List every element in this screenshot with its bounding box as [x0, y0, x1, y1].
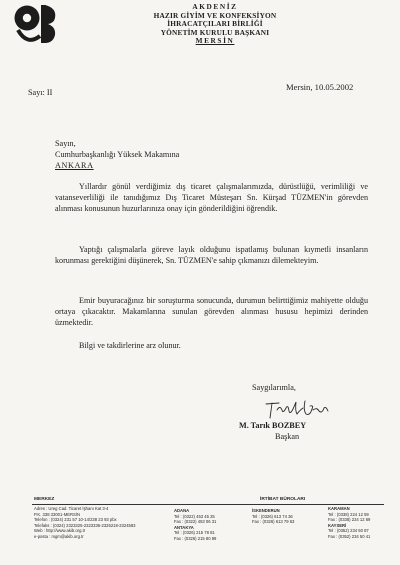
addressee: [55, 138, 179, 171]
body-paragraph: Bilgi ve takdirlerine arz olunur.: [79, 341, 181, 350]
greeting: Sayın,: [55, 139, 76, 148]
footer-line: Tel : (0326) 613 74 36: [252, 513, 293, 519]
footer-line: Telefaks : (0324) 2323325-2323336-2326218-2324583: [34, 522, 136, 528]
reference-number: Sayı: II: [28, 88, 53, 97]
footer-line: KAYSERİ: [328, 522, 347, 528]
footer-line: ANTAKYA: [174, 524, 194, 530]
footer-line: Fax : (0338) 224 12 69: [328, 517, 371, 523]
footer-line: Tel : (0322) 453 45 25: [174, 513, 215, 519]
org-line: MERSİN: [195, 36, 235, 46]
footer-line: Fax : (0322) 453 06 31: [174, 519, 217, 525]
body-paragraph: Yaptığı çalışmalarla göreve layık olduğunu ispatlamış bulunan kıymetli insanların korunması gerektiğini düşünerek, Sn. TÜZMEN'e sahip çıkmanızı dilemekteyim.: [55, 245, 368, 266]
footer-merkez-label: MERKEZ: [34, 497, 55, 502]
footer-line: Web : http://www.akib.org.tr: [34, 528, 86, 534]
recipient-city: ANKARA: [55, 161, 94, 170]
footer-karaman-block: [328, 506, 370, 540]
footer-line: Tel : (0326) 215 78 81: [174, 530, 215, 536]
footer-line: İSKENDERUN: [252, 508, 280, 513]
closing: Saygılarımla,: [252, 383, 296, 392]
footer-line: Fax : (0352) 234 50 41: [328, 533, 371, 539]
footer-line: ADANA: [174, 508, 190, 513]
footer-iskenderun-block: [252, 508, 294, 525]
body-paragraph: Yıllardır gönül verdiğimiz dış ticaret çalışmalarımızda, dürüstlüğü, verimliliği ve vatanseverliliği ile tanıdığımız Dış Ticaret Müsteşarı Sn. Kürşad TÜZMEN'in görevden alınması konusunun huzurlarınıza onay için gönderildiğini öğrendik.: [55, 182, 368, 214]
footer-line: Fax : (0326) 613 79 63: [252, 519, 295, 525]
footer-line: Fax : (0326) 215 80 89: [174, 535, 217, 541]
org-line: İHRACATÇILARI BİRLİĞİ: [167, 19, 263, 29]
footer-line: P.K. 338 33001-MERSİN: [34, 511, 81, 517]
letterhead-footer: [32, 496, 384, 562]
footer-line: KARAMAN: [328, 506, 350, 511]
footer-line: e-posta : mgm@akib.org.tr: [34, 533, 84, 539]
footer-adana-block: [174, 508, 216, 542]
org-line: HAZIR GİYİM VE KONFEKSİYON: [153, 10, 277, 20]
org-line: AKDENİZ: [192, 2, 238, 11]
footer-rule: [32, 504, 384, 505]
footer-merkez-block: [34, 506, 136, 540]
handwritten-signature: [263, 396, 331, 422]
footer-line: Adres : Ureg Cad. Ticaret İşhanı Kat 3-4: [34, 506, 109, 511]
footer-line: Telefon : (0324) 231 57 10-14/238 23 93 pbx: [34, 517, 117, 523]
footer-line: Tel : (0352) 234 50 87: [328, 528, 369, 534]
signer-name: M. Tarık BOZBEY: [239, 421, 307, 430]
body-paragraph: Emir buyuracağınız bir soruşturma sonucunda, durumun belirttiğimiz mahiyette olduğu ortaya çıkacaktır. Makamlarına sunulan görevden alınması hususu hepimizi derinden üzmektedir.: [55, 296, 368, 328]
footer-line: Tel : (0338) 224 12 59: [328, 511, 369, 517]
recipient: Cumhurbaşkanlığı Yüksek Makamına: [55, 150, 180, 159]
letter-date: Mersin, 10.05.2002: [286, 82, 354, 92]
footer-irtibat-label: İRTİBAT BÜROLARI: [260, 497, 306, 502]
signer-title: Başkan: [275, 432, 300, 441]
org-line: YÖNETİM KURULU BAŞKANI: [160, 27, 270, 37]
akib-logo: [12, 2, 58, 48]
organization-header: [120, 3, 310, 46]
